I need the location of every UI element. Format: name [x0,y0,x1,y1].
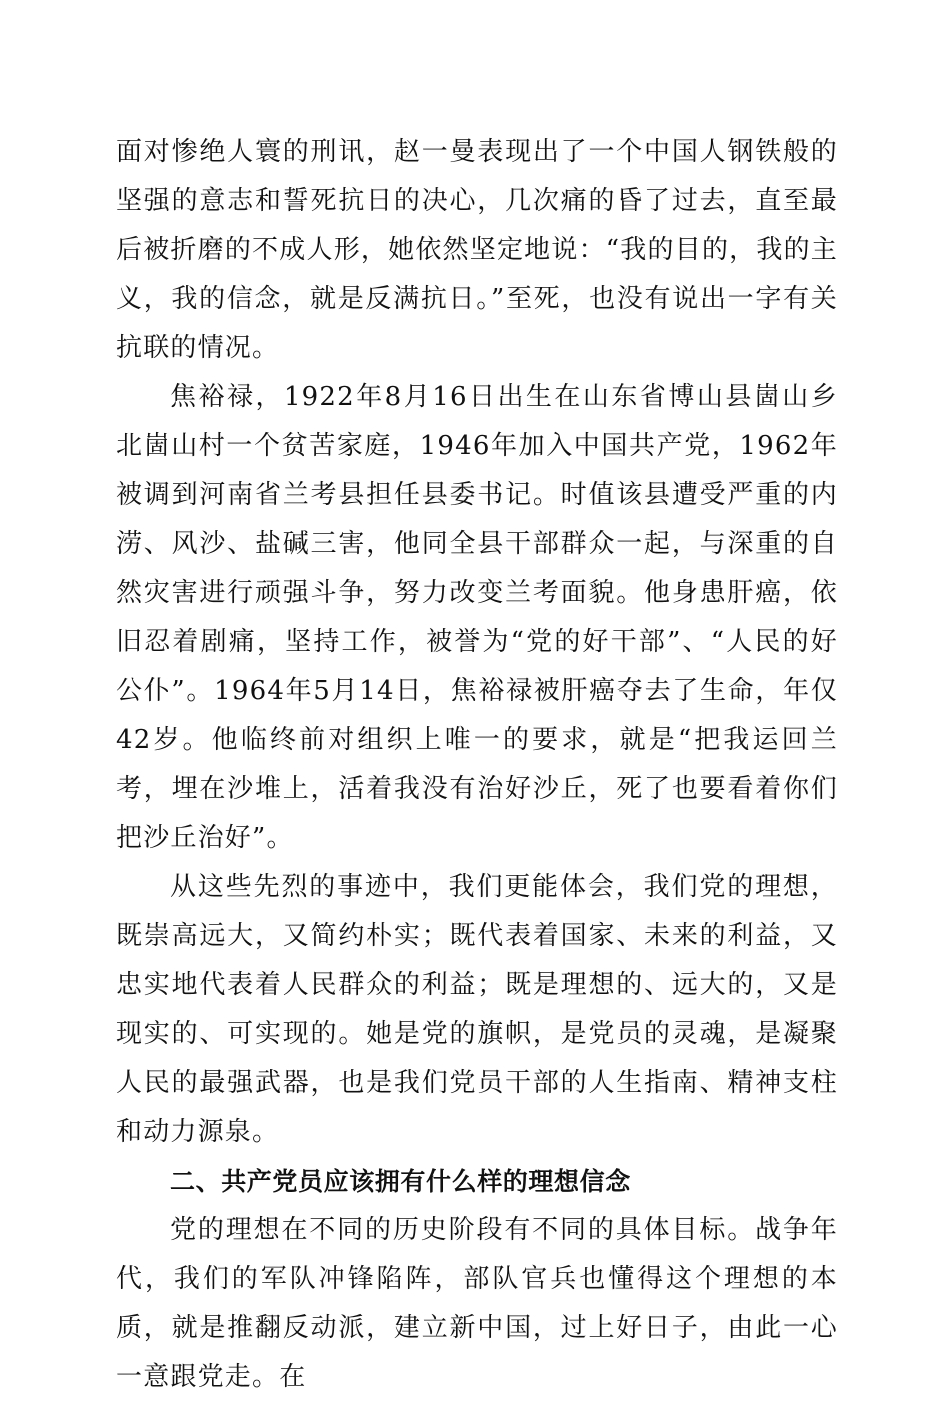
paragraph-party-ideal: 从这些先烈的事迹中，我们更能体会，我们党的理想，既崇高远大，又简约朴实；既代表着国家、未来的利益，又忠实地代表着人民群众的利益；既是理想的、远大的，又是现实的、可实现的。她是党的旗帜，是党员的灵魂，是凝聚人民的最强武器，也是我们党员干部的人生指南、精神支柱和动力源泉。 [116,872,838,1147]
paragraph-zhao-yiman: 面对惨绝人寰的刑讯，赵一曼表现出了一个中国人钢铁般的坚强的意志和誓死抗日的决心，几次痛的昏了过去，直至最后被折磨的不成人形，她依然坚定地说：“我的目的，我的主义，我的信念，就是反满抗日。”至死，也没有说出一字有关抗联的情况。 [116,137,838,363]
section-heading: 二、共产党员应该拥有什么样的理想信念 [170,1167,631,1196]
document-body [116,128,838,1402]
paragraph-historical-goals: 党的理想在不同的历史阶段有不同的具体目标。战争年代，我们的军队冲锋陷阵，部队官兵也懂得这个理想的本质，就是推翻反动派，建立新中国，过上好日子，由此一心一意跟党走。在 [116,1215,838,1392]
paragraph-jiao-yulu: 焦裕禄，1922年8月16日出生在山东省博山县崮山乡北崮山村一个贫苦家庭，1946年加入中国共产党，1962年被调到河南省兰考县担任县委书记。时值该县遭受严重的内涝、风沙、盐碱三害，他同全县干部群众一起，与深重的自然灾害进行顽强斗争，努力改变兰考面貌。他身患肝癌，依旧忍着剧痛，坚持工作，被誉为“党的好干部”、“人民的好公仆”。1964年5月14日，焦裕禄被肝癌夺去了生命，年仅42岁。他临终前对组织上唯一的要求，就是“把我运回兰考，埋在沙堆上，活着我没有治好沙丘，死了也要看着你们把沙丘治好”。 [116,382,838,853]
